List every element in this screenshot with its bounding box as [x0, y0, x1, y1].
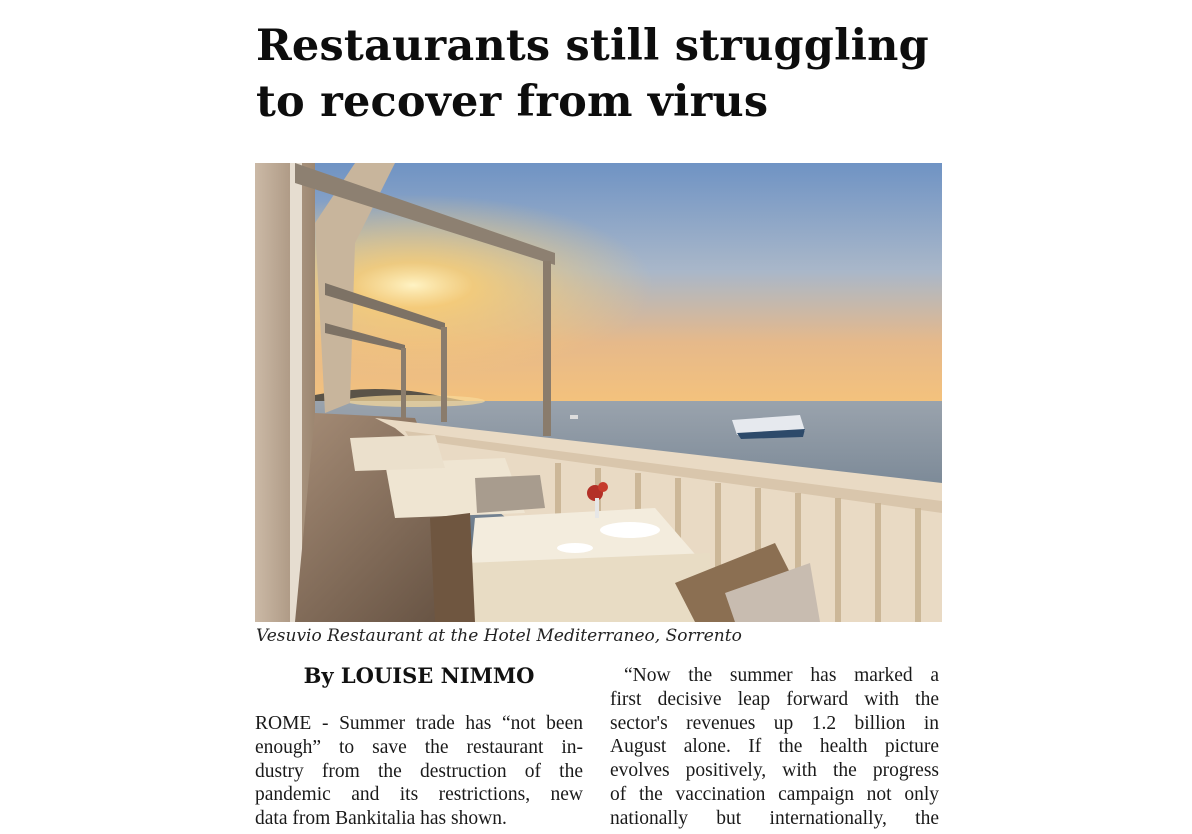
- text-line: August alone. If the health picture: [610, 736, 939, 758]
- byline: By LOUISE NIMMO: [303, 663, 535, 688]
- text-line: pandemic and its restrictions, new: [255, 784, 583, 806]
- restaurant-terrace-photo: [255, 163, 942, 622]
- text-line: dustry from the destruction of the: [255, 760, 583, 782]
- text-line: “Now the summer has marked a: [624, 665, 939, 686]
- text-line: nationally but internationally, the: [610, 807, 939, 829]
- text-line: ROME - Summer trade has “not been: [255, 713, 583, 734]
- article-column-right: [610, 664, 939, 831]
- text-line: data from Bankitalia has shown.: [255, 808, 507, 830]
- photo-caption: Vesuvio Restaurant at the Hotel Mediterraneo, Sorrento: [256, 626, 742, 646]
- text-line: evolves positively, with the progress: [610, 760, 939, 782]
- text-line: enough” to save the restaurant in-: [255, 736, 583, 758]
- headline-line: to recover from virus: [256, 77, 769, 127]
- headline-line: Restaurants still struggling: [256, 21, 929, 71]
- headline: [256, 18, 956, 130]
- text-line: sector's revenues up 1.2 billion in: [610, 712, 939, 734]
- article-column-left: [255, 712, 583, 831]
- text-line: of the vaccination campaign not only: [610, 783, 939, 805]
- text-line: first decisive leap forward with the: [610, 688, 939, 710]
